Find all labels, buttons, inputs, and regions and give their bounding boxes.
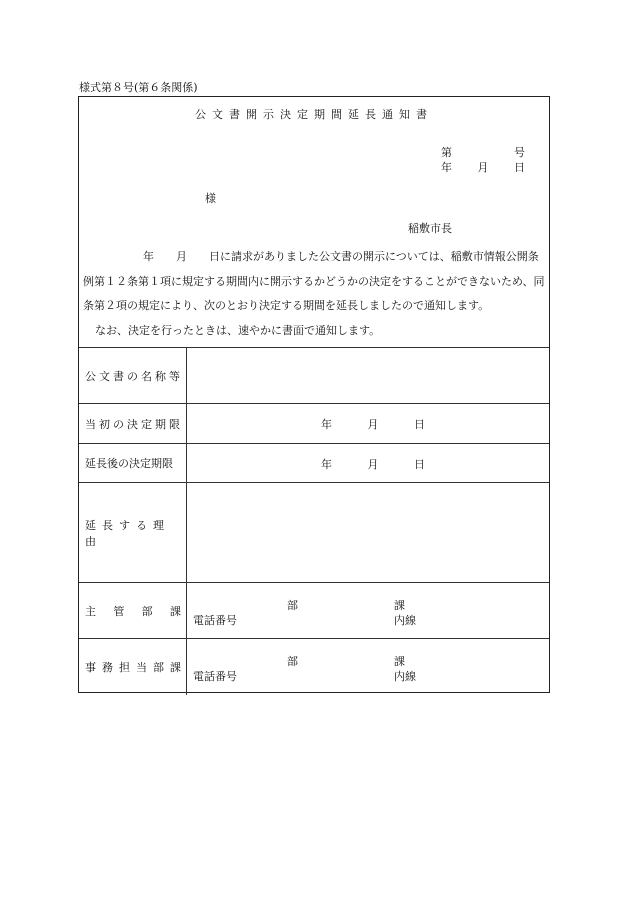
day-unit: 日	[414, 418, 425, 431]
issuer: 稲敷市長	[408, 222, 452, 235]
ka-unit: 課	[394, 599, 405, 612]
tel-label: 電話番号	[193, 670, 237, 683]
table-row	[79, 444, 549, 483]
month-unit: 月	[367, 418, 379, 431]
doc-name-label: 公文書の名称等	[79, 348, 187, 403]
day-label: 日	[514, 161, 525, 174]
form-number: 様式第８号(第６条関係)	[79, 81, 198, 94]
ka-unit: 課	[394, 655, 405, 668]
managing-dept-label: 主 管 部 課	[79, 583, 187, 638]
extended-deadline-field[interactable]	[187, 444, 549, 482]
go-label: 号	[514, 146, 525, 159]
doc-name-field[interactable]	[187, 348, 549, 403]
ext-label: 内線	[394, 670, 416, 683]
addressee: 様	[205, 192, 216, 205]
ext-label: 内線	[394, 614, 416, 627]
table-row	[79, 348, 549, 404]
document-number-block	[441, 144, 525, 174]
notice-form	[78, 96, 550, 693]
reason-label: 延長する理由	[79, 483, 187, 582]
bu-unit: 部	[287, 655, 298, 668]
month-label: 月	[477, 161, 489, 174]
handling-dept-field[interactable]	[187, 639, 549, 695]
dai-label: 第	[441, 146, 452, 159]
reason-field[interactable]	[187, 483, 549, 582]
month-unit: 月	[367, 458, 379, 471]
document-title: 公文書開示決定期間延長通知書	[195, 108, 433, 121]
body-paragraph-2: なお、決定を行ったときは、速やかに書面で通知します。	[95, 323, 381, 337]
year-label: 年	[441, 161, 452, 174]
initial-deadline-field[interactable]	[187, 404, 549, 443]
managing-dept-field[interactable]	[187, 583, 549, 638]
extended-deadline-label: 延長後の決定期限	[79, 444, 187, 482]
handling-dept-label: 事 務 担 当 部 課	[79, 639, 187, 695]
info-table	[79, 347, 549, 695]
body-text	[83, 245, 549, 343]
year-unit: 年	[321, 458, 332, 471]
initial-deadline-label: 当初の決定期限	[79, 404, 187, 443]
table-row	[79, 639, 549, 695]
table-row	[79, 483, 549, 583]
body-paragraph-1: 年 月 日に請求がありました公文書の開示については、稲敷市情報公開条例第１２条第１項に規定する期間内に開示するかどうかの決定をすることができないため、同条第２項の規定により、次のとおり決定する期間を延長しましたので通知します。	[83, 250, 545, 312]
year-unit: 年	[321, 418, 332, 431]
table-row	[79, 583, 549, 639]
table-row	[79, 404, 549, 444]
day-unit: 日	[414, 458, 425, 471]
tel-label: 電話番号	[193, 614, 237, 627]
bu-unit: 部	[287, 599, 298, 612]
